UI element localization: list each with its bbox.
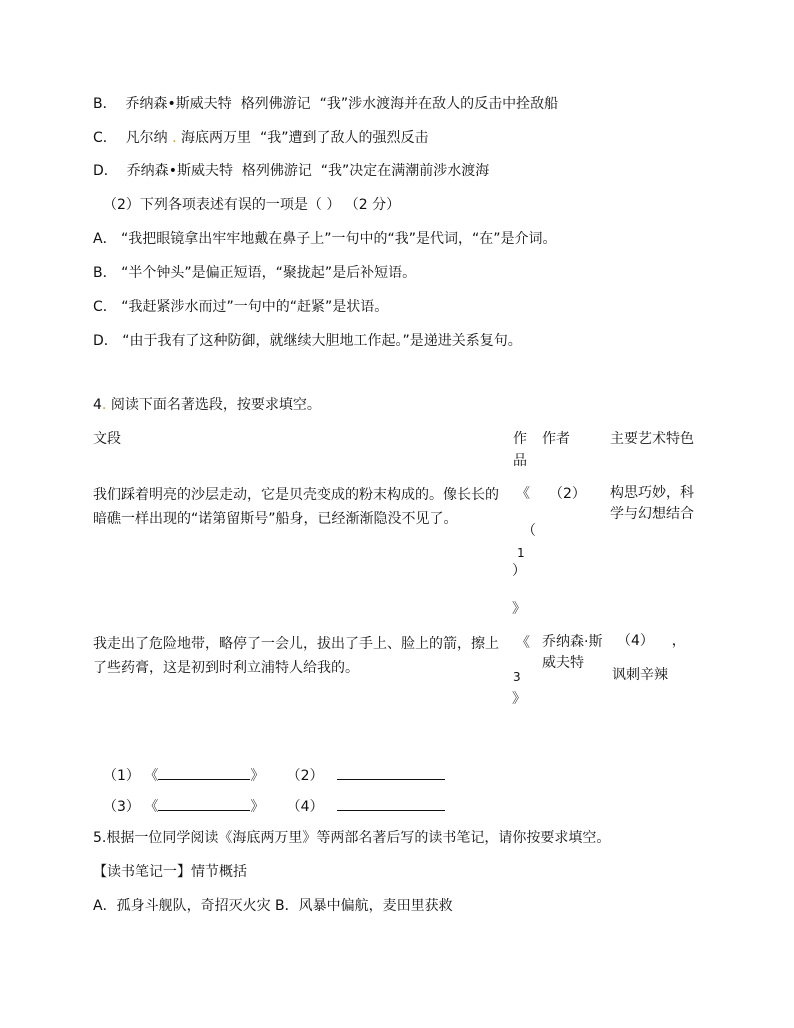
row2-author: 乔纳森·斯威夫特 xyxy=(542,634,603,671)
question-text: 阅读下面名著选段，按要求填空。 xyxy=(110,397,321,413)
row1-work-paren-open: （ xyxy=(522,523,536,539)
blank-label: （2） xyxy=(286,768,324,784)
blank-row-1 xyxy=(103,765,445,786)
option-text: “半个钟头”是偏正短语，“聚拢起”是后补短语。 xyxy=(121,265,417,281)
option-label: B． xyxy=(93,96,117,112)
question-5-options: A．孤身斗舰队，奇招灭火灾 B．风暴中偏航，麦田里获救 xyxy=(93,898,453,914)
author-name-2: 斯威夫特 xyxy=(175,96,232,112)
question-5-stem: 5.根据一位同学阅读《海底两万里》等两部名著后写的读书笔记，请你按要求填空。 xyxy=(93,830,611,846)
row2-work-number: 3 xyxy=(513,670,521,684)
work-title: 格列佛游记 xyxy=(241,163,312,179)
answer-blank-4[interactable] xyxy=(337,796,445,811)
header-feature: 主要艺术特色 xyxy=(610,431,694,447)
row2-feature-blank xyxy=(617,630,686,652)
header-author: 作者 xyxy=(542,431,570,447)
reading-note-1-title: 【读书笔记一】情节概括 xyxy=(93,864,247,880)
row2-work-open: 《 xyxy=(516,635,530,651)
comma: ， xyxy=(671,633,686,649)
author-name-2: 斯威夫特 xyxy=(176,163,233,179)
row1-work-open: 《 xyxy=(516,486,530,502)
plot-text: “我”决定在满潮前涉水渡海 xyxy=(320,163,490,179)
header-work: 作品 xyxy=(513,431,527,469)
book-bracket-open: 《 xyxy=(144,768,159,784)
blank-label: （1） xyxy=(103,768,140,784)
row1-author-blank: （2） xyxy=(549,486,586,502)
row1-passage: 我们踩着明亮的沙层走动，它是贝壳变成的粉末构成的。像长长的暗礁一样出现的“诺第留斯号”船身，已经渐渐隐没不见了。 xyxy=(93,487,499,527)
blank-row-2 xyxy=(103,796,445,817)
row2-work-close: 》 xyxy=(512,691,526,707)
subquestion-2-option-c xyxy=(93,297,388,317)
subquestion-2-option-d xyxy=(93,331,522,351)
plot-text: “我”涉水渡海并在敌人的反击中拴敌船 xyxy=(319,96,559,112)
option-label: C． xyxy=(93,130,117,146)
subquestion-2-stem: （2）下列各项表述有误的一项是（ ） （2 分） xyxy=(103,197,401,213)
blank-label: （4） xyxy=(286,799,324,815)
work-title: 格列佛游记 xyxy=(240,96,311,112)
option-c xyxy=(93,128,428,148)
row2-passage: 我走出了危险地带，略停了一会儿，拔出了手上、脸上的箭，擦上了些药膏，这是初到时利立浦特人给我的。 xyxy=(93,636,499,676)
row2-feature: 讽刺辛辣 xyxy=(612,667,668,683)
row1-work-number: 1 xyxy=(517,546,525,560)
option-label: D． xyxy=(93,333,118,349)
option-label: C． xyxy=(93,299,117,315)
middle-dot: • xyxy=(167,96,176,112)
book-bracket-close: 》 xyxy=(250,768,265,784)
author-name: 凡尔纳 xyxy=(125,130,168,146)
book-bracket-close: 》 xyxy=(250,799,265,815)
author-name: 乔纳森 xyxy=(125,96,168,112)
option-b xyxy=(93,94,558,114)
work-title: 海底两万里 xyxy=(181,130,252,146)
option-d xyxy=(93,161,489,181)
blank-label: （3） xyxy=(103,799,140,815)
option-label: D． xyxy=(93,163,118,179)
middle-dot: • xyxy=(168,163,177,179)
blank-label: （4） xyxy=(617,633,654,649)
subquestion-2-option-a xyxy=(93,229,557,249)
question-number: 4 xyxy=(93,397,102,413)
header-passage: 文段 xyxy=(93,431,121,447)
answer-blank-3[interactable] xyxy=(158,796,250,811)
answer-blank-2[interactable] xyxy=(337,765,445,780)
book-bracket-open: 《 xyxy=(144,799,159,815)
option-text: “我把眼镜拿出牢牢地戴在鼻子上”一句中的“我”是代词，“在”是介词。 xyxy=(121,231,557,247)
row1-feature: 构思巧妙，科学与幻想结合 xyxy=(610,485,694,522)
question-4-stem xyxy=(93,395,321,415)
stray-dot: . xyxy=(172,130,177,146)
option-label: A． xyxy=(93,231,117,247)
stray-dot: . xyxy=(101,397,107,413)
row1-work-paren-close: ） xyxy=(512,563,526,579)
option-text: “由于我有了这种防御，就继续大胆地工作起。”是递进关系复句。 xyxy=(122,333,522,349)
author-name: 乔纳森 xyxy=(126,163,169,179)
subquestion-2-option-b xyxy=(93,263,416,283)
row1-work-close: 》 xyxy=(512,601,526,617)
answer-blank-1[interactable] xyxy=(158,765,250,780)
option-label: B． xyxy=(93,265,117,281)
plot-text: “我”遭到了敌人的强烈反击 xyxy=(259,130,429,146)
option-text: “我赶紧涉水而过”一句中的“赶紧”是状语。 xyxy=(121,299,389,315)
